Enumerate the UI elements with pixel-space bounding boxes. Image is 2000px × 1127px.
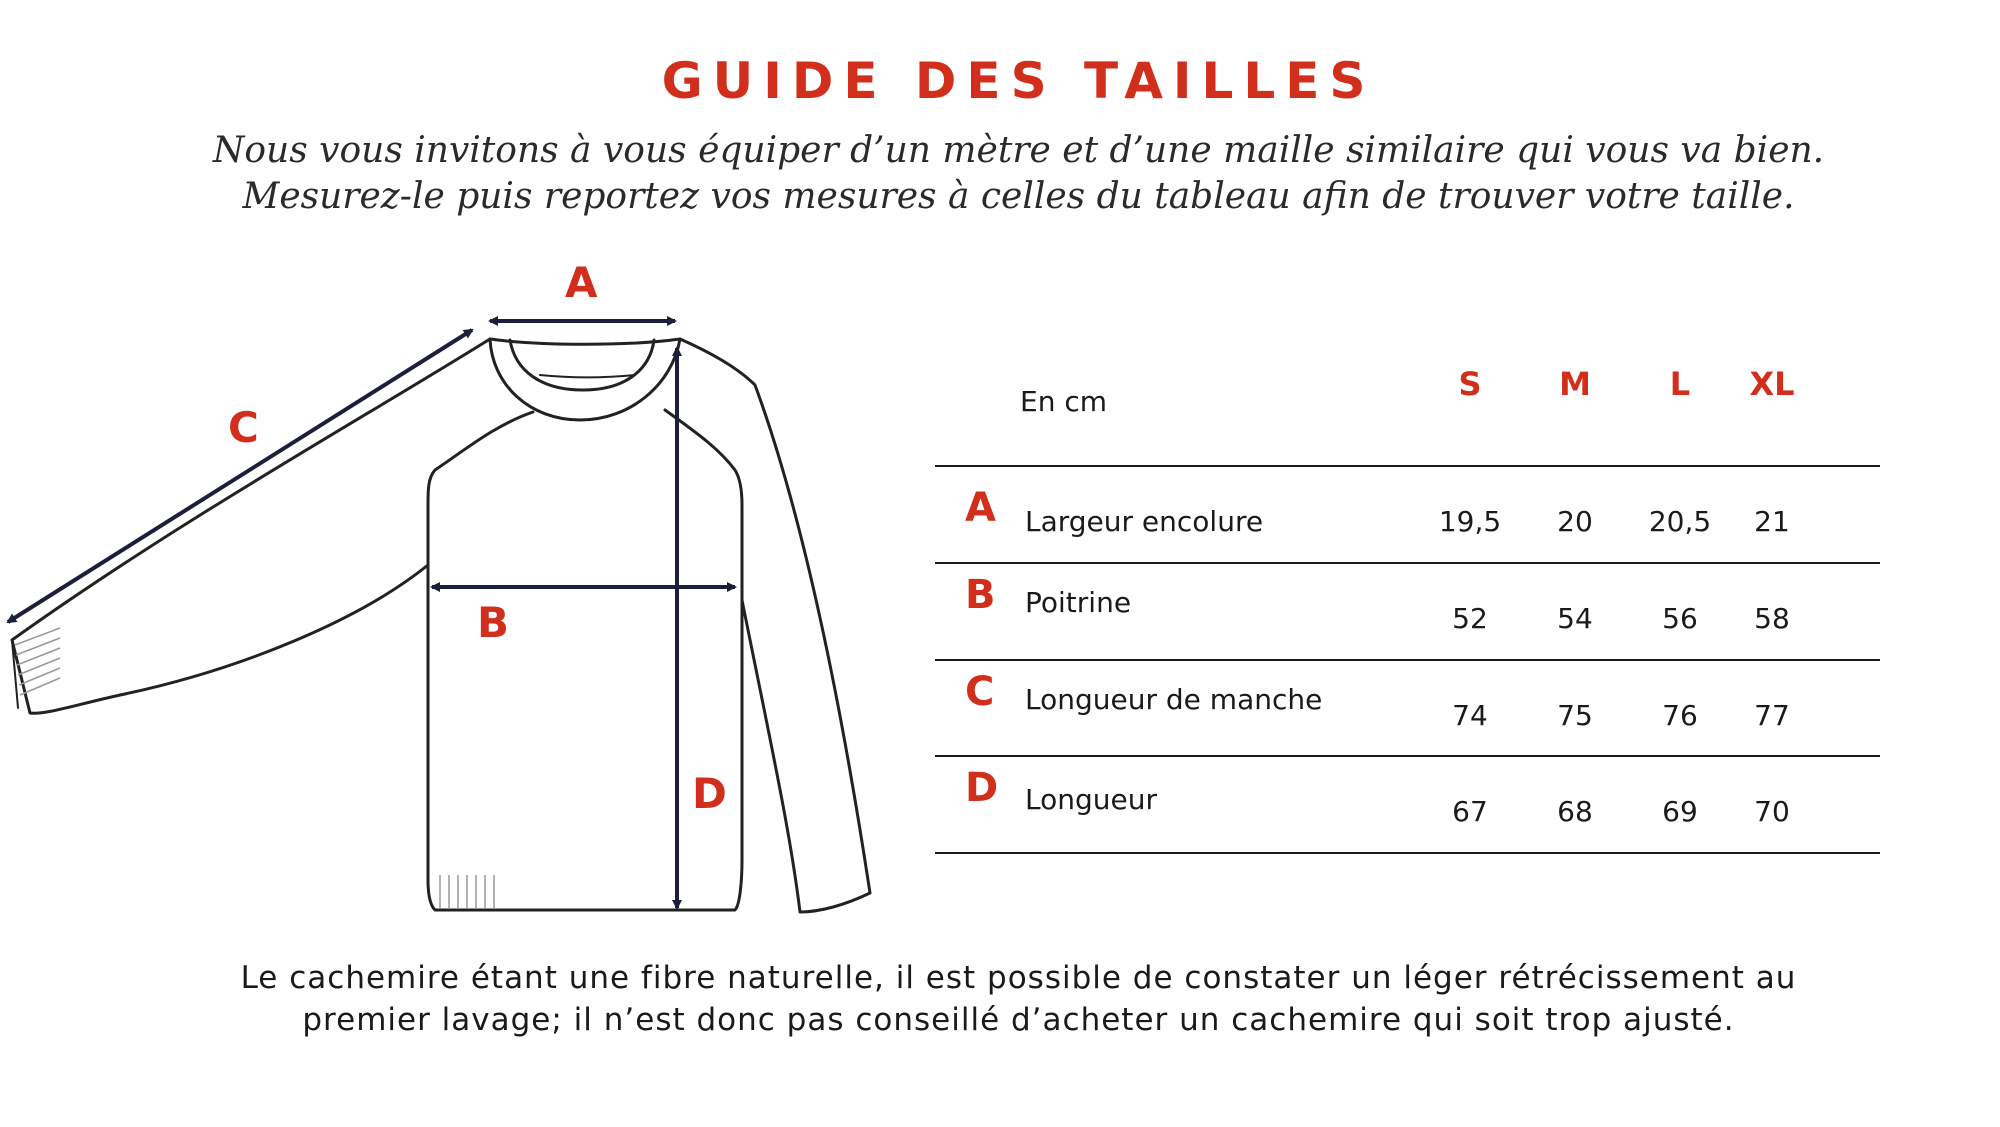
row-letter: D	[965, 765, 999, 811]
size-header-m: M	[1559, 365, 1591, 403]
size-header-xl: XL	[1749, 365, 1795, 403]
label-d: D	[692, 769, 727, 818]
intro-text	[0, 128, 2000, 220]
cell-value: 21	[1754, 505, 1790, 538]
table-row	[935, 564, 1880, 660]
cell-value: 54	[1557, 602, 1593, 635]
care-note	[0, 957, 2000, 1041]
table-row	[935, 661, 1880, 757]
sweater-outline	[12, 339, 870, 912]
table-row	[935, 757, 1880, 853]
care-note-line-1: Le cachemire étant une fibre naturelle, il est possible de constater un léger rétrécissement au	[240, 960, 1797, 996]
intro-line-2: Mesurez-le puis reportez vos mesures à celles du tableau afin de trouver votre taille.	[242, 176, 1795, 217]
row-label: Longueur	[1025, 783, 1157, 816]
care-note-line-2: premier lavage; il n’est donc pas conseillé d’acheter un cachemire qui soit trop ajusté.	[302, 1002, 1735, 1038]
cell-value: 58	[1754, 602, 1790, 635]
row-letter: A	[965, 485, 996, 531]
size-header-l: L	[1669, 365, 1691, 403]
row-label: Longueur de manche	[1025, 683, 1323, 716]
label-c: C	[228, 403, 259, 452]
unit-label: En cm	[1020, 385, 1108, 418]
cell-value: 68	[1557, 795, 1593, 828]
cell-value: 20,5	[1648, 505, 1712, 538]
ribbing-lines	[15, 628, 494, 908]
arrow-c	[8, 330, 472, 622]
cell-value: 19,5	[1438, 505, 1502, 538]
row-label: Poitrine	[1025, 586, 1132, 619]
cell-value: 76	[1662, 699, 1698, 732]
table-divider	[935, 852, 1880, 854]
row-label: Largeur encolure	[1025, 505, 1264, 538]
cell-value: 74	[1452, 699, 1488, 732]
cell-value: 70	[1754, 795, 1790, 828]
label-a: A	[565, 258, 598, 307]
label-b: B	[477, 598, 510, 647]
cell-value: 56	[1662, 602, 1698, 635]
row-letter: C	[965, 669, 995, 715]
page-title: GUIDE DES TAILLES	[661, 52, 1376, 110]
cell-value: 67	[1452, 795, 1488, 828]
cell-value: 77	[1754, 699, 1790, 732]
row-letter: B	[965, 572, 996, 618]
sweater-diagram	[0, 250, 900, 930]
cell-value: 75	[1557, 699, 1593, 732]
intro-line-1: Nous vous invitons à vous équiper d’un mètre et d’une maille similaire qui vous va bien.	[212, 130, 1825, 171]
size-header-s: S	[1458, 365, 1482, 403]
cell-value: 20	[1557, 505, 1593, 538]
cell-value: 69	[1662, 795, 1698, 828]
table-row	[935, 467, 1880, 563]
cell-value: 52	[1452, 602, 1488, 635]
